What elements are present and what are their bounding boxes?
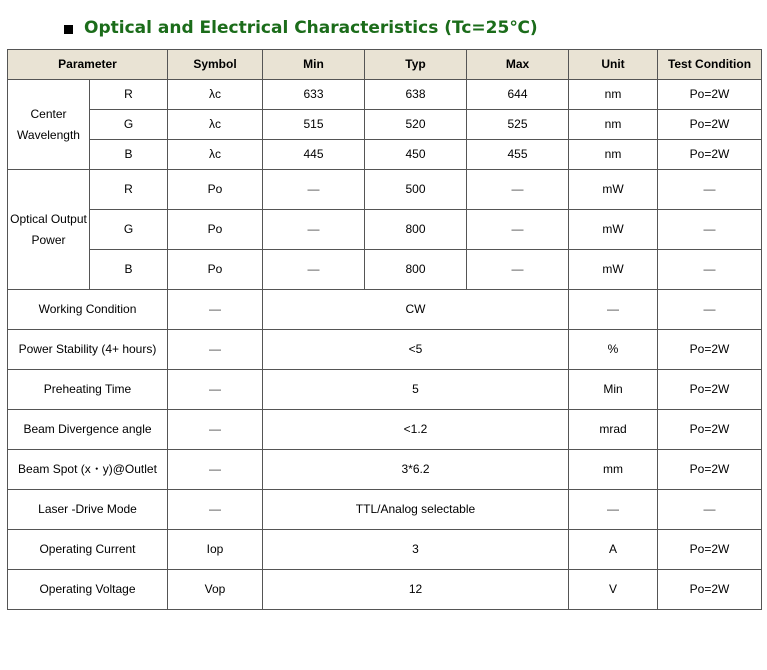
section-heading — [64, 14, 538, 42]
symbol-cell: Po — [168, 170, 263, 210]
parameter-cell: Beam Divergence angle — [8, 410, 168, 450]
max-cell: — — [467, 210, 569, 250]
condition-cell: — — [658, 210, 762, 250]
value-cell: 5 — [263, 370, 569, 410]
color-cell: R — [90, 80, 168, 110]
condition-cell: Po=2W — [658, 530, 762, 570]
parameter-cell: Working Condition — [8, 290, 168, 330]
table-row — [8, 170, 762, 210]
typ-cell: 500 — [365, 170, 467, 210]
optical-output-power-label-line2: Power — [31, 232, 66, 247]
unit-cell: mm — [569, 450, 658, 490]
unit-cell: mW — [569, 210, 658, 250]
color-cell: G — [90, 110, 168, 140]
value-cell: 3*6.2 — [263, 450, 569, 490]
symbol-cell: λc — [168, 140, 263, 170]
symbol-cell: Po — [168, 210, 263, 250]
condition-cell: Po=2W — [658, 450, 762, 490]
color-cell: G — [90, 210, 168, 250]
typ-cell: 450 — [365, 140, 467, 170]
unit-cell: mrad — [569, 410, 658, 450]
condition-cell: Po=2W — [658, 330, 762, 370]
min-cell: 633 — [263, 80, 365, 110]
unit-cell: V — [569, 570, 658, 610]
characteristics-table — [7, 49, 762, 610]
header-typ: Typ — [365, 50, 467, 80]
typ-cell: 800 — [365, 210, 467, 250]
color-cell: B — [90, 140, 168, 170]
condition-cell: Po=2W — [658, 110, 762, 140]
unit-cell: A — [569, 530, 658, 570]
unit-cell: nm — [569, 80, 658, 110]
symbol-cell: — — [168, 330, 263, 370]
header-test-condition: Test Condition — [658, 50, 762, 80]
table-row — [8, 530, 762, 570]
typ-cell: 800 — [365, 250, 467, 290]
parameter-cell: Operating Voltage — [8, 570, 168, 610]
min-cell: 445 — [263, 140, 365, 170]
max-cell: — — [467, 170, 569, 210]
parameter-cell: Power Stability (4+ hours) — [8, 330, 168, 370]
header-row — [8, 50, 762, 80]
table-row — [8, 110, 762, 140]
parameter-cell: Beam Spot (x・y)@Outlet — [8, 450, 168, 490]
section-title: Optical and Electrical Characteristics (Tc=25℃) — [84, 18, 538, 38]
unit-cell: — — [569, 290, 658, 330]
table-row — [8, 570, 762, 610]
unit-cell: mW — [569, 170, 658, 210]
typ-cell: 520 — [365, 110, 467, 140]
unit-cell: mW — [569, 250, 658, 290]
header-symbol: Symbol — [168, 50, 263, 80]
table-row — [8, 330, 762, 370]
min-cell: — — [263, 170, 365, 210]
value-cell: <5 — [263, 330, 569, 370]
condition-cell: — — [658, 170, 762, 210]
unit-cell: nm — [569, 110, 658, 140]
typ-cell: 638 — [365, 80, 467, 110]
table-row — [8, 250, 762, 290]
max-cell: 525 — [467, 110, 569, 140]
value-cell: 3 — [263, 530, 569, 570]
header-min: Min — [263, 50, 365, 80]
condition-cell: Po=2W — [658, 370, 762, 410]
condition-cell: Po=2W — [658, 410, 762, 450]
parameter-cell: Laser -Drive Mode — [8, 490, 168, 530]
parameter-cell: Preheating Time — [8, 370, 168, 410]
min-cell: 515 — [263, 110, 365, 140]
condition-cell: Po=2W — [658, 140, 762, 170]
center-wavelength-label-line1: Center — [30, 107, 67, 122]
symbol-cell: Vop — [168, 570, 263, 610]
symbol-cell: λc — [168, 110, 263, 140]
symbol-cell: — — [168, 490, 263, 530]
table-row — [8, 140, 762, 170]
optical-output-power-label-line1: Optical Output — [10, 212, 87, 227]
min-cell: — — [263, 250, 365, 290]
parameter-cell: Operating Current — [8, 530, 168, 570]
symbol-cell: — — [168, 410, 263, 450]
color-cell: B — [90, 250, 168, 290]
symbol-cell: — — [168, 290, 263, 330]
header-parameter: Parameter — [8, 50, 168, 80]
table-row — [8, 450, 762, 490]
min-cell: — — [263, 210, 365, 250]
unit-cell: % — [569, 330, 658, 370]
max-cell: — — [467, 250, 569, 290]
optical-output-power-label — [8, 170, 90, 290]
header-unit: Unit — [569, 50, 658, 80]
table-row — [8, 80, 762, 110]
table-row — [8, 290, 762, 330]
condition-cell: Po=2W — [658, 570, 762, 610]
value-cell: <1.2 — [263, 410, 569, 450]
symbol-cell: Po — [168, 250, 263, 290]
table-row — [8, 490, 762, 530]
max-cell: 455 — [467, 140, 569, 170]
table-row — [8, 210, 762, 250]
max-cell: 644 — [467, 80, 569, 110]
condition-cell: — — [658, 250, 762, 290]
symbol-cell: — — [168, 450, 263, 490]
unit-cell: nm — [569, 140, 658, 170]
condition-cell: — — [658, 290, 762, 330]
unit-cell: — — [569, 490, 658, 530]
center-wavelength-label-line2: Wavelength — [17, 127, 80, 142]
condition-cell: Po=2W — [658, 80, 762, 110]
value-cell: CW — [263, 290, 569, 330]
symbol-cell: — — [168, 370, 263, 410]
unit-cell: Min — [569, 370, 658, 410]
square-bullet-icon — [64, 25, 73, 34]
center-wavelength-label — [8, 80, 90, 170]
symbol-cell: Iop — [168, 530, 263, 570]
color-cell: R — [90, 170, 168, 210]
symbol-cell: λc — [168, 80, 263, 110]
value-cell: 12 — [263, 570, 569, 610]
value-cell: TTL/Analog selectable — [263, 490, 569, 530]
condition-cell: — — [658, 490, 762, 530]
table-row — [8, 370, 762, 410]
table-row — [8, 410, 762, 450]
header-max: Max — [467, 50, 569, 80]
